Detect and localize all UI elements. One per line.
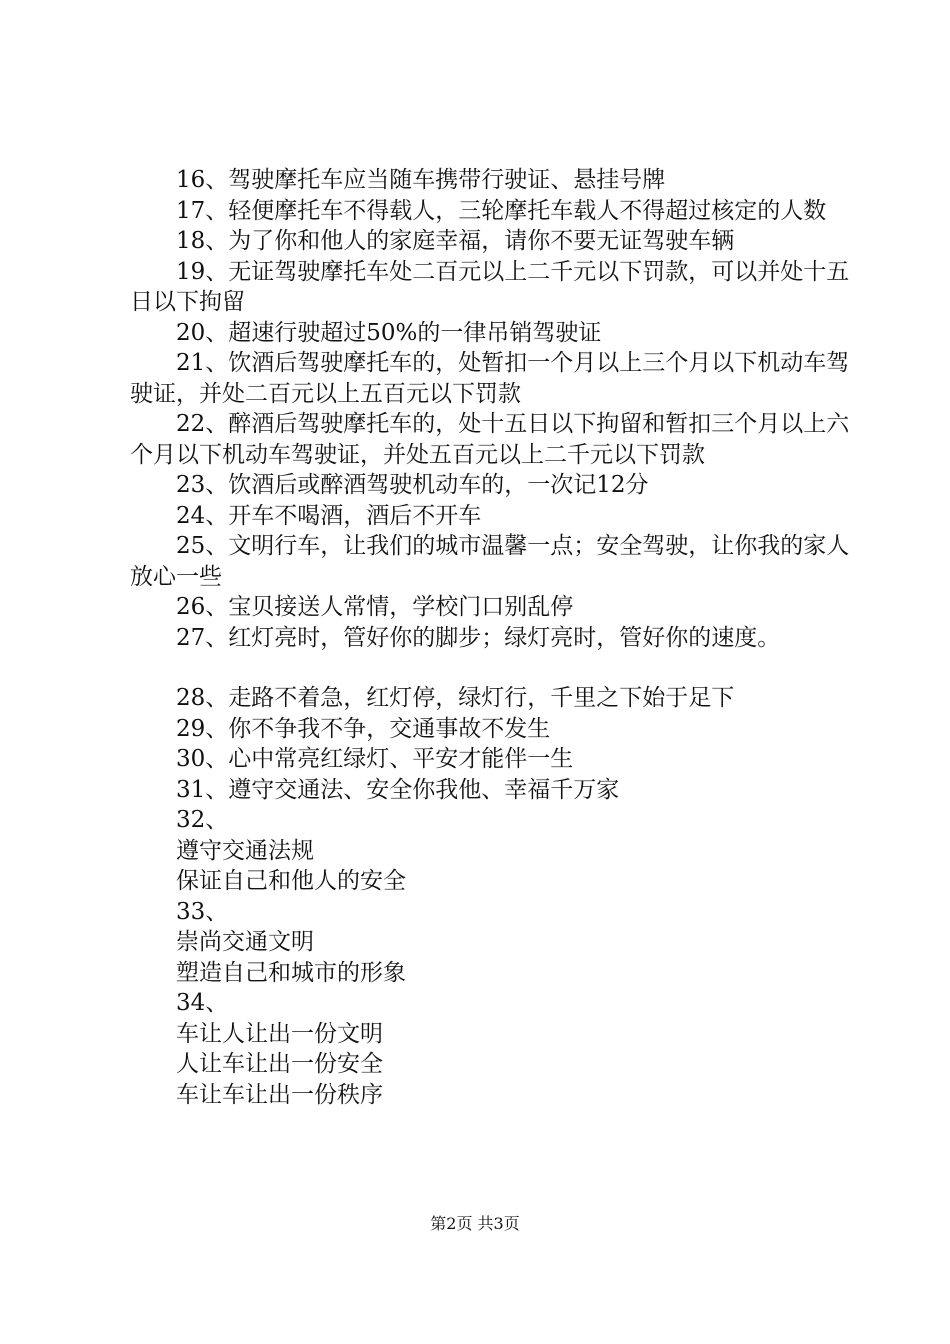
- paragraph-18: 18、为了你和他人的家庭幸福，请你不要无证驾驶车辆: [176, 228, 735, 254]
- slogan-line: 保证自己和他人的安全: [176, 868, 406, 894]
- blank-line: [130, 653, 850, 683]
- page-footer: 第2页 共3页: [430, 1214, 520, 1233]
- item-number-34: 34、: [176, 990, 229, 1016]
- document-body: [130, 165, 850, 1110]
- paragraph-29: 29、你不争我不争，交通事故不发生: [176, 715, 551, 742]
- paragraph-24: 24、开车不喝酒，酒后不开车: [176, 502, 482, 529]
- paragraph-17: 17、轻便摩托车不得载人，三轮摩托车载人不得超过核定的人数: [176, 197, 827, 224]
- item-number-32: 32、: [176, 807, 229, 833]
- paragraph-30: 30、心中常亮红绿灯、平安才能伴一生: [176, 746, 574, 772]
- paragraph-19: 19、无证驾驶摩托车处二百元以上二千元以下罚款，可以并处十五日以下拘留: [130, 258, 850, 315]
- paragraph-27: 27、红灯亮时，管好你的脚步；绿灯亮时，管好你的速度。: [176, 624, 781, 651]
- paragraph-28: 28、走路不着急，红灯停，绿灯行，千里之下始于足下: [176, 685, 735, 711]
- slogan-line: 人让车让出一份安全: [176, 1051, 383, 1077]
- slogan-line: 遵守交通法规: [176, 837, 314, 864]
- slogan-line: 塑造自己和城市的形象: [176, 959, 406, 986]
- slogan-line: 车让人让出一份文明: [176, 1020, 383, 1047]
- paragraph-25: 25、文明行车，让我们的城市温馨一点；安全驾驶，让你我的家人放心一些: [130, 533, 850, 590]
- paragraph-22: 22、醉酒后驾驶摩托车的，处十五日以下拘留和暂扣三个月以上六个月以下机动车驾驶证，并处五百元以上二千元以下罚款: [130, 411, 850, 468]
- paragraph-26: 26、宝贝接送人常情，学校门口别乱停: [176, 594, 574, 620]
- paragraph-31: 31、遵守交通法、安全你我他、幸福千万家: [176, 776, 620, 803]
- paragraph-16: 16、驾驶摩托车应当随车携带行驶证、悬挂号牌: [176, 167, 666, 193]
- item-number-33: 33、: [176, 898, 229, 925]
- slogan-line: 车让车让出一份秩序: [176, 1081, 383, 1108]
- paragraph-23: 23、饮酒后或醉酒驾驶机动车的，一次记12分: [176, 472, 649, 498]
- slogan-line: 崇尚交通文明: [176, 929, 314, 955]
- paragraph-20: 20、超速行驶超过50%的一律吊销驾驶证: [176, 319, 602, 346]
- paragraph-21: 21、饮酒后驾驶摩托车的，处暂扣一个月以上三个月以下机动车驾驶证，并处二百元以上五百元以下罚款: [130, 350, 850, 407]
